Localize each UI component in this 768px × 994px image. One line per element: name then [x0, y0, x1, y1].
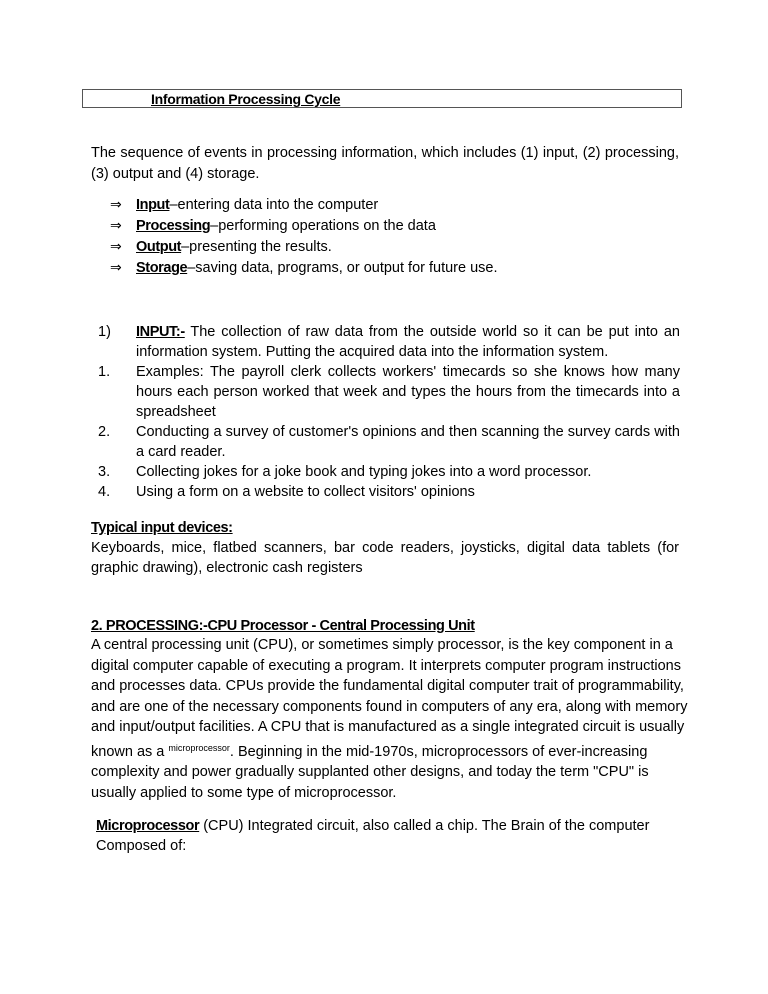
example-text: Collecting jokes for a joke book and typing jokes into a word processor. — [136, 464, 592, 480]
typical-input-heading: Typical input devices: — [91, 520, 233, 536]
microprocessor-term: Microprocessor — [96, 818, 200, 834]
stage-term: Processing — [136, 218, 211, 234]
processing-superscript: microprocessor — [168, 742, 230, 753]
list-item — [98, 362, 680, 422]
processing-text-after: . Beginning in the mid-1970s, microprocessors of ever-increasing complexity and power gradually supplanted other designs, and today the term "CPU" is usually applied to some type of microprocessor. — [91, 743, 649, 801]
stage-list — [110, 195, 498, 279]
input-section — [98, 322, 680, 362]
stage-item — [110, 195, 498, 216]
processing-text-before: A central processing unit (CPU), or sometimes simply processor, is the key component in a digital computer capable of executing a program. It interprets computer program instructions and processes data. CPUs provide the fundamental digital computer trait of programmability, and are one of the necessary components found in computers of any era, along with memory and input/output facilities. A CPU that is manufactured as a single integrated circuit is usually known as a — [91, 637, 688, 760]
input-definition: The collection of raw data from the outside world so it can be put into an information system. Putting the acquired data into the information system. — [136, 324, 680, 360]
list-item — [98, 482, 680, 502]
stage-term: Input — [136, 197, 170, 213]
stage-item — [110, 216, 498, 237]
example-text: Using a form on a website to collect visitors' opinions — [136, 484, 475, 500]
microprocessor-text: (CPU) Integrated circuit, also called a chip. The Brain of the computer Composed of: — [96, 818, 650, 854]
list-number: 4. — [98, 484, 111, 500]
stage-term: Output — [136, 239, 182, 255]
arrow-icon: ⇒ — [110, 218, 122, 234]
list-number: 1. — [98, 364, 111, 380]
example-text: Conducting a survey of customer's opinions and then scanning the survey cards with a card reader. — [136, 424, 680, 460]
arrow-icon: ⇒ — [110, 239, 122, 255]
microprocessor-paragraph — [96, 816, 686, 856]
arrow-icon: ⇒ — [110, 260, 122, 276]
stage-item — [110, 237, 498, 258]
stage-desc: –entering data into the computer — [169, 197, 379, 213]
page-title: Information Processing Cycle — [151, 91, 341, 107]
intro-paragraph: The sequence of events in processing information, which includes (1) input, (2) processing, (3) output and (4) storage. — [91, 145, 679, 182]
stage-item — [110, 258, 498, 279]
stage-term: Storage — [136, 260, 188, 276]
list-number: 2. — [98, 424, 111, 440]
typical-input-text: Keyboards, mice, flatbed scanners, bar code readers, joysticks, digital data tablets (for graphic drawing), electronic cash registers — [91, 540, 679, 576]
list-number: 1) — [98, 324, 111, 340]
list-item — [98, 462, 680, 482]
list-number: 3. — [98, 464, 111, 480]
example-text: Examples: The payroll clerk collects workers' timecards so she knows how many hours each person worked that week and types the hours from the timecards into a spreadsheet — [136, 364, 680, 420]
input-heading: INPUT:- — [136, 324, 185, 340]
processing-heading: 2. PROCESSING:-CPU Processor - Central Processing Unit — [91, 618, 475, 634]
stage-desc: –presenting the results. — [181, 239, 332, 255]
arrow-icon: ⇒ — [110, 197, 122, 213]
processing-paragraph — [91, 635, 691, 803]
title-box — [82, 89, 682, 108]
list-item — [98, 422, 680, 462]
stage-desc: –saving data, programs, or output for future use. — [187, 260, 498, 276]
input-section-text — [136, 322, 680, 362]
input-list — [98, 322, 680, 502]
stage-desc: –performing operations on the data — [210, 218, 436, 234]
